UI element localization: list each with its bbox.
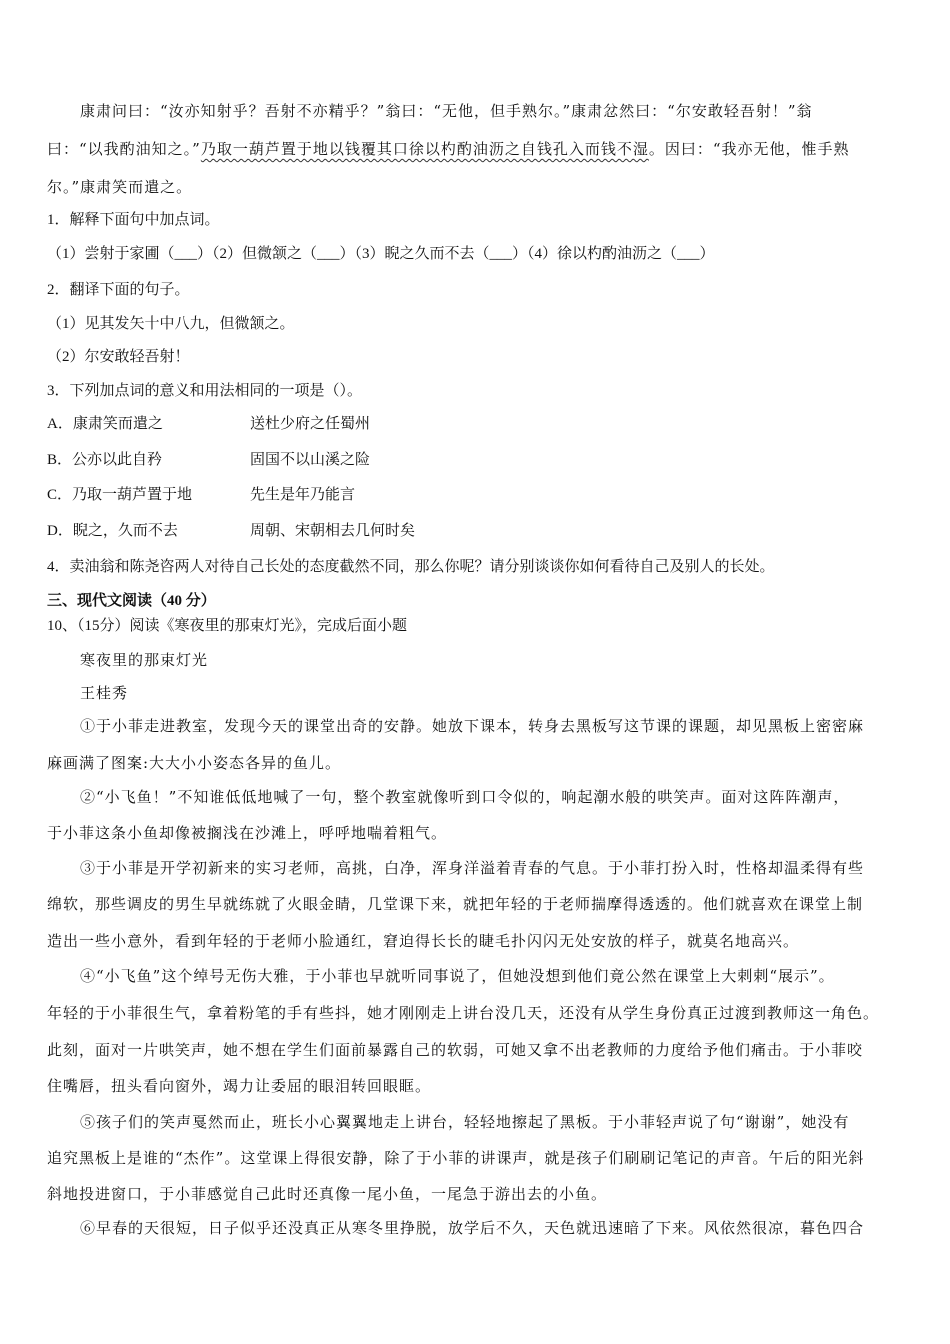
story-line: 斜地投进窗口，于小菲感觉自己此时还真像一尾小鱼，一尾急于游出去的小鱼。: [47, 1185, 608, 1203]
option-b-left: B．公亦以此自矜: [47, 452, 163, 468]
question-2: 2．翻译下面的句子。: [47, 282, 190, 298]
story-line: ⑥早春的天很短，日子似乎还没真正从寒冬里挣脱，放学后不久，天色就迅速暗了下来。风依然很凉，暮色四合: [80, 1219, 865, 1237]
question-1: 1．解释下面句中加点词。: [47, 212, 220, 228]
story-line: 年轻的于小菲很生气，拿着粉笔的手有些抖，她才刚刚走上讲台没几天，还没有从学生身份真正过渡到教师这一角色。: [47, 1004, 880, 1022]
story-line: ④“小飞鱼”这个绰号无伤大雅，于小菲也早就听同事说了，但她没想到他们竟公然在课堂上大剌剌“展示”。: [80, 967, 835, 985]
story-line: ③于小菲是开学初新来的实习老师，高挑，白净，浑身洋溢着青春的气息。于小菲打扮入时，性格却温柔得有些: [80, 859, 865, 877]
story-line: 造出一些小意外，看到年轻的于老师小脸通红，窘迫得长长的睫毛扑闪闪无处安放的样子，就莫名地高兴。: [47, 932, 800, 950]
question-1-items: （1）尝射于家圃（___）（2）但微颔之（___）（3）睨之久而不去（___）（4）徐以杓酌油沥之（___）: [47, 246, 715, 262]
story-line: 住嘴唇，扭头看向窗外，竭力让委屈的眼泪转回眼眶。: [47, 1077, 432, 1095]
passage-line-2: [47, 139, 850, 159]
story-line: 于小菲这条小鱼却像被搁浅在沙滩上，呼呼地喘着粗气。: [47, 824, 448, 842]
question-10: 10、（15分）阅读《寒夜里的那束灯光》，完成后面小题: [47, 618, 408, 634]
story-line: 追究黑板上是谁的“杰作”。这堂课上得很安静，除了于小菲的讲课声，就是孩子们刷刷记笔记的声音。午后的阳光斜: [47, 1149, 865, 1167]
story-line: 麻画满了图案:大大小小姿态各异的鱼儿。: [47, 754, 342, 772]
question-4: 4．卖油翁和陈尧咨两人对待自己长处的态度截然不同，那么你呢？请分别谈谈你如何看待自己及别人的长处。: [47, 559, 775, 575]
passage-line-1: 康肃问曰：“汝亦知射乎？吾射不亦精乎？”翁曰：“无他，但手熟尔。”康肃忿然曰：“尔安敢轻吾射！”翁: [80, 102, 813, 120]
passage-line-3: 尔。”康肃笑而遣之。: [47, 178, 193, 196]
story-line: ⑤孩子们的笑声戛然而止，班长小心翼翼地走上讲台，轻轻地擦起了黑板。于小菲轻声说了句“谢谢”，她没有: [80, 1113, 850, 1131]
option-d-right: 周朝、宋朝相去几何时矣: [250, 523, 416, 539]
passage-underlined-sentence: 乃取一葫芦置于地以钱覆其口徐以杓酌油沥之自钱孔入而钱不湿: [200, 140, 649, 158]
option-d-left: D．睨之，久而不去: [47, 523, 178, 539]
section-heading: 三、现代文阅读（40 分）: [47, 593, 216, 609]
story-line: 绵软，那些调皮的男生早就练就了火眼金睛，几堂课下来，就把年轻的于老师揣摩得透透的。他们就喜欢在课堂上制: [47, 895, 864, 913]
story-line: ①于小菲走进教室，发现今天的课堂出奇的安静。她放下课本，转身去黑板写这节课的课题，却见黑板上密密麻: [80, 717, 865, 735]
question-2-item-1: （1）见其发矢十中八九，但微颔之。: [47, 316, 295, 332]
story-author: 王桂秀: [80, 684, 129, 702]
option-a-left: A．康肃笑而遣之: [47, 416, 163, 432]
question-2-item-2: （2）尔安敢轻吾射！: [47, 349, 190, 365]
option-c-right: 先生是年乃能言: [250, 487, 356, 503]
story-line: ②“小飞鱼！”不知谁低低地喊了一句，整个教室就像听到口令似的，响起潮水般的哄笑声。面对这阵阵潮声，: [80, 788, 850, 806]
option-a-right: 送杜少府之任蜀州: [250, 416, 371, 432]
passage-line-2-start: 曰：“以我酌油知之。”: [47, 140, 201, 158]
story-line: 此刻，面对一片哄笑声，她不想在学生们面前暴露自己的软弱，可她又拿不出老教师的力度给予他们痛击。于小菲咬: [47, 1041, 864, 1059]
passage-line-2-end: 。因曰：“我亦无他，惟手熟: [648, 140, 850, 158]
option-c-left: C．乃取一葫芦置于地: [47, 487, 193, 503]
question-3: 3．下列加点词的意义和用法相同的一项是（）。: [47, 383, 363, 399]
story-title: 寒夜里的那束灯光: [80, 651, 209, 669]
option-b-right: 固国不以山溪之险: [250, 452, 371, 468]
